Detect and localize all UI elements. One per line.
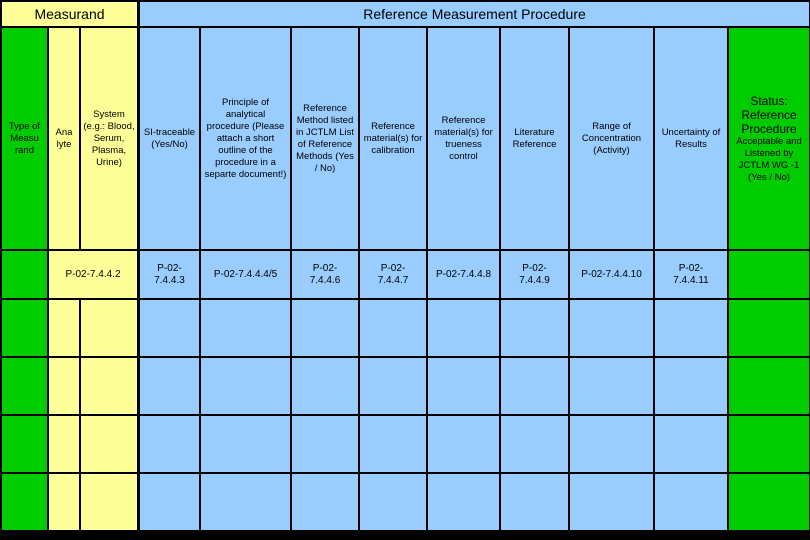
code-row-type-cell (2, 251, 47, 298)
table-cell (428, 358, 499, 414)
table-cell (140, 416, 199, 472)
table-cell (428, 300, 499, 356)
table-cell (360, 300, 426, 356)
status-header (729, 28, 809, 249)
si-traceable-header: SI-traceable (Yes/No) (140, 28, 199, 249)
table-cell (501, 300, 568, 356)
table-cell (49, 416, 79, 472)
table-cell (49, 474, 79, 530)
literature-code: P-02-7.4.4.9 (501, 251, 568, 298)
table-cell (81, 358, 137, 414)
table-cell (428, 416, 499, 472)
system-header: System (e.g.: Blood, Serum, Plasma, Urine) (81, 28, 137, 249)
table-cell (570, 300, 653, 356)
table-cell (501, 416, 568, 472)
status-text: Acceptable and Listened by JCTLM WG -1 (Yes / No) (736, 135, 802, 183)
table-cell (655, 474, 727, 530)
table-cell (201, 358, 290, 414)
table-cell (729, 358, 809, 414)
table-cell (655, 358, 727, 414)
table-cell (570, 474, 653, 530)
table-cell (140, 300, 199, 356)
table-cell (2, 416, 47, 472)
table-cell (729, 416, 809, 472)
table-cell (201, 416, 290, 472)
table-cell (292, 358, 358, 414)
range-header: Range of Concentration (Activity) (570, 28, 653, 249)
method-listed-code: P-02-7.4.4.6 (292, 251, 358, 298)
table-cell (201, 300, 290, 356)
measurand-header: Measurand (2, 2, 137, 26)
table-cell (428, 474, 499, 530)
table-cell (655, 300, 727, 356)
table-cell (360, 474, 426, 530)
calibration-material-code: P-02-7.4.4.7 (360, 251, 426, 298)
principle-code: P-02-7.4.4.4/5 (201, 251, 290, 298)
analyte-header: Ana lyte (49, 28, 79, 249)
table-cell (729, 474, 809, 530)
status-title: Status: Reference Procedure (741, 93, 797, 136)
table-cell (292, 474, 358, 530)
table-cell (81, 300, 137, 356)
table-cell (570, 416, 653, 472)
table-cell (2, 474, 47, 530)
code-row-status-cell (729, 251, 809, 298)
principle-header: Principle of analytical procedure (Please attach a short outline of the procedure in a separte document!) (201, 28, 290, 249)
table-cell (501, 358, 568, 414)
table-cell (729, 300, 809, 356)
uncertainty-header: Uncertainty of Results (655, 28, 727, 249)
table-cell (81, 416, 137, 472)
table-cell (2, 358, 47, 414)
trueness-material-code: P-02-7.4.4.8 (428, 251, 499, 298)
table-cell (201, 474, 290, 530)
literature-header: Literature Reference (501, 28, 568, 249)
table-cell (2, 300, 47, 356)
trueness-material-header: Reference material(s) for trueness control (428, 28, 499, 249)
table-cell (140, 358, 199, 414)
table-cell (49, 358, 79, 414)
table-cell (292, 416, 358, 472)
table-cell (655, 416, 727, 472)
method-listed-header: Reference Method listed in JCTLM List of Reference Methods (Yes / No) (292, 28, 358, 249)
type-of-measurand-header: Type of Measu rand (2, 28, 47, 249)
table-cell (360, 416, 426, 472)
si-traceable-code: P-02-7.4.4.3 (140, 251, 199, 298)
table-cell (81, 474, 137, 530)
table-cell (360, 358, 426, 414)
uncertainty-code: P-02-7.4.4.11 (655, 251, 727, 298)
measurand-code: P-02-7.4.4.2 (49, 251, 137, 298)
range-code: P-02-7.4.4.10 (570, 251, 653, 298)
calibration-material-header: Reference material(s) for calibration (360, 28, 426, 249)
table-cell (501, 474, 568, 530)
reference-procedure-header: Reference Measurement Procedure (140, 2, 809, 26)
table-cell (292, 300, 358, 356)
table-cell (570, 358, 653, 414)
table-cell (49, 300, 79, 356)
table-cell (140, 474, 199, 530)
